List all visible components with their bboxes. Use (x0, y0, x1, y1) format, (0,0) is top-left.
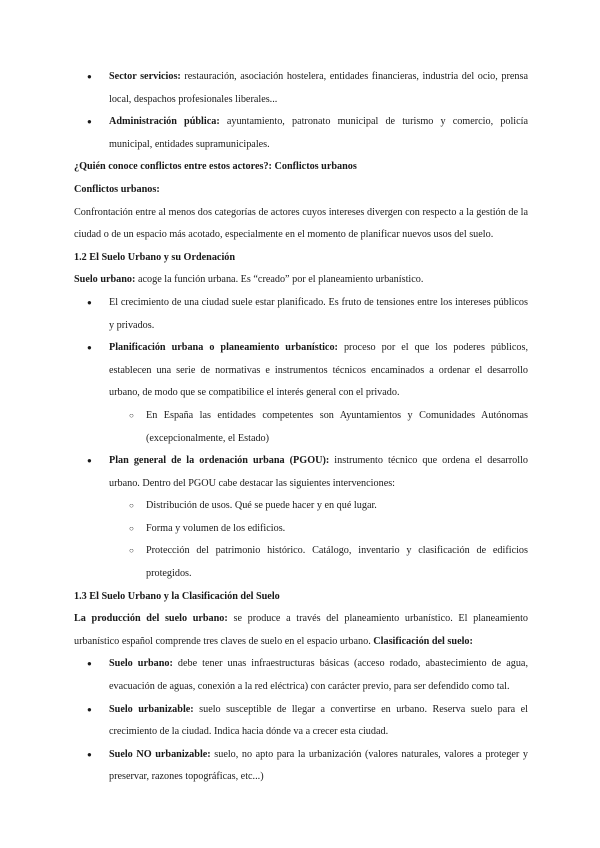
list-item (74, 744, 528, 789)
planning-list (74, 292, 528, 586)
item-term: Planificación urbana o planeamiento urbanístico: (109, 342, 338, 354)
sub-list-item: ○ Distribución de usos. Qué se puede hacer y en qué lugar. (74, 495, 528, 518)
item-text: debe tener unas infraestructuras básicas (acceso rodado, abastecimiento de agua, evacuación de aguas, conexión a la red eléctrica) con carácter previo, para ser defendido como tal. (109, 658, 528, 693)
conflicts-paragraph: Confrontación entre al menos dos categorías de actores cuyos intereses divergen con respecto a la gestión de la ciudad o de un espacio más acotado, especialmente en el momento de planificar nuevos usos del suelo. (74, 206, 528, 241)
section-heading-1-3: 1.3 El Suelo Urbano y la Clasificación del Suelo (74, 590, 280, 602)
item-text: restauración, asociación hostelera, entidades financieras, industria del ocio, prensa local, despachos profesionales liberales... (109, 71, 528, 105)
section-heading-1-2: 1.2 El Suelo Urbano y su Ordenación (74, 251, 236, 263)
item-term: Suelo urbano: (74, 274, 136, 286)
item-text: instrumento técnico que ordena el desarrollo urbano. Dentro del PGOU cabe destacar las siguientes intervenciones: (109, 455, 528, 489)
list-item: ● El crecimiento de una ciudad suele estar planificado. Es fruto de tensiones entre los intereses públicos y privados. (74, 292, 528, 337)
item-text: ayuntamiento, patronato municipal de turismo y comercio, policía municipal, entidades supramunicipales. (109, 116, 528, 150)
list-item (74, 111, 528, 156)
item-term: Sector servicios: (109, 71, 181, 82)
sub-list-item: ○ Forma y volumen de los edificios. (74, 518, 528, 541)
document-page (74, 66, 528, 789)
conflicts-heading: Conflictos urbanos: (74, 183, 160, 195)
item-term: Suelo urbanizable: (109, 703, 194, 715)
item-term: Plan general de la ordenación urbana (PGOU): (109, 455, 330, 467)
suelo-urbano-paragraph (74, 269, 528, 292)
list-item (74, 653, 528, 698)
sub-list-item: ○ En España las entidades competentes son Ayuntamientos y Comunidades Autónomas (excepcionalmente, el Estado) (74, 405, 528, 450)
item-text: se produce a través del planeamiento urbanístico. El planeamiento urbanístico español comprende tres claves de suelo en el espacio urbano. (74, 613, 528, 647)
item-term: La producción del suelo urbano: (74, 613, 228, 625)
item-text: suelo susceptible de llegar a convertirse en urbano. Reserva suelo para el crecimiento de la ciudad. Indica hacia dónde va a crecer esta ciudad. (109, 703, 529, 738)
classification-list (74, 653, 528, 789)
sub-list-item: ○ Protección del patrimonio histórico. Catálogo, inventario y clasificación de edificios protegidos. (74, 540, 528, 585)
question-heading: ¿Quién conoce conflictos entre estos actores?: Conflictos urbanos (74, 161, 357, 173)
actors-list (74, 66, 528, 156)
list-item (74, 337, 528, 405)
item-term: Administración pública: (109, 116, 220, 128)
production-paragraph (74, 608, 528, 653)
item-text: suelo, no apto para la urbanización (valores naturales, valores a proteger y preservar, razones topográficas, etc...) (109, 748, 528, 783)
item-term: Suelo NO urbanizable: (109, 748, 211, 760)
list-item (74, 699, 528, 744)
list-item (74, 66, 528, 111)
item-term: Clasificación del suelo: (373, 635, 473, 647)
list-item (74, 450, 528, 495)
item-text: proceso por el que los poderes públicos, establecen una serie de normativas e instrumentos técnicos encaminados a ordenar el desarrollo urbano, de modo que se compatibilice el interés general con el privado. (109, 342, 528, 399)
item-text: acoge la función urbana. Es “creado” por el planeamiento urbanístico. (135, 274, 424, 286)
item-term: Suelo urbano: (109, 658, 173, 670)
